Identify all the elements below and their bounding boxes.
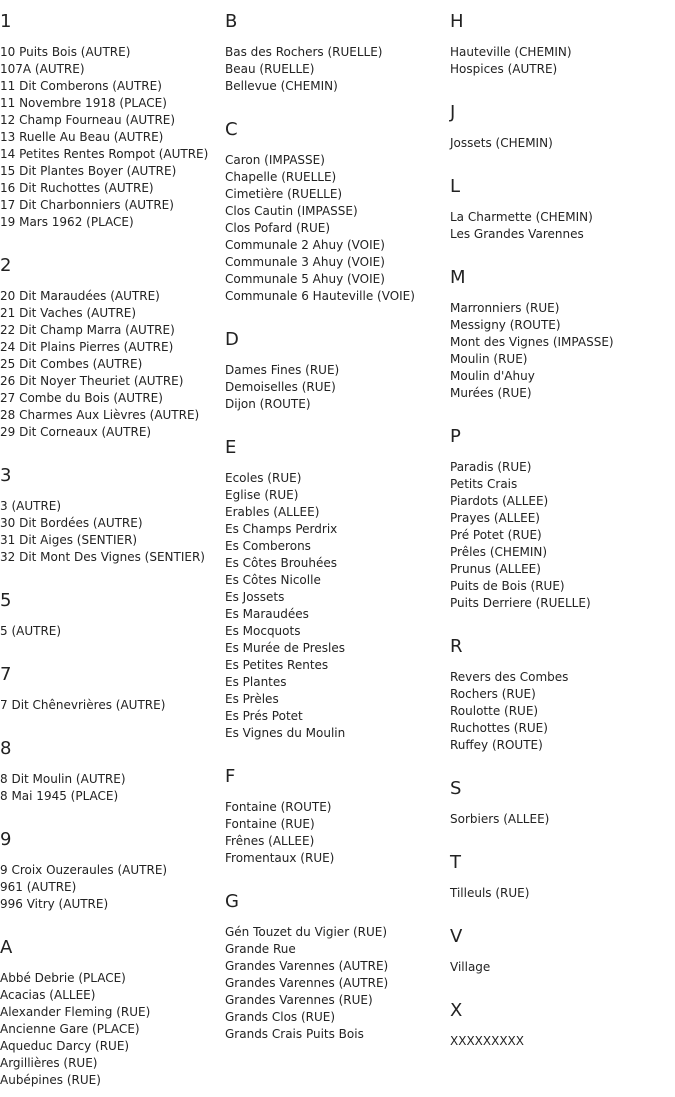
street-entry: Communale 3 Ahuy (VOIE)	[225, 255, 385, 269]
index-section	[225, 765, 450, 890]
index-section	[450, 777, 675, 851]
street-list	[450, 811, 675, 828]
street-entry: Gén Touzet du Vigier (RUE)	[225, 925, 388, 939]
street-list	[0, 697, 225, 714]
street-entry: 107A (AUTRE)	[0, 62, 85, 76]
street-entry: 15 Dit Plantes Boyer (AUTRE)	[0, 164, 177, 178]
street-entry: Es Plantes	[225, 675, 287, 689]
street-entry: 22 Dit Champ Marra (AUTRE)	[0, 323, 175, 337]
section-letter-heading: D	[225, 329, 239, 350]
street-list	[0, 970, 225, 1089]
street-entry: Hospices (AUTRE)	[450, 62, 558, 76]
section-letter-heading: 9	[0, 829, 12, 850]
street-entry: Rochers (RUE)	[450, 687, 536, 701]
street-entry: 11 Novembre 1918 (PLACE)	[0, 96, 167, 110]
street-list	[0, 288, 225, 441]
index-column-3	[450, 10, 675, 1050]
street-entry: Es Côtes Nicolle	[225, 573, 321, 587]
street-entry: 3 (AUTRE)	[0, 499, 62, 513]
street-entry: 24 Dit Plains Pierres (AUTRE)	[0, 340, 174, 354]
street-entry: Prayes (ALLEE)	[450, 511, 540, 525]
street-list	[0, 771, 225, 805]
street-entry: Eglise (RUE)	[225, 488, 299, 502]
street-entry: Erables (ALLEE)	[225, 505, 320, 519]
index-section	[225, 118, 450, 328]
street-list	[450, 669, 675, 754]
section-letter-heading: 2	[0, 255, 12, 276]
index-section	[450, 266, 675, 425]
street-entry: Revers des Combes	[450, 670, 569, 684]
street-entry: 11 Dit Comberons (AUTRE)	[0, 79, 162, 93]
street-entry: Frênes (ALLEE)	[225, 834, 315, 848]
street-entry: 14 Petites Rentes Rompot (AUTRE)	[0, 147, 209, 161]
street-entry: Caron (IMPASSE)	[225, 153, 325, 167]
street-entry: Es Petites Rentes	[225, 658, 329, 672]
street-entry: Fontaine (RUE)	[225, 817, 315, 831]
street-entry: Es Comberons	[225, 539, 311, 553]
section-letter-heading: J	[450, 102, 456, 123]
street-entry: Acacias (ALLEE)	[0, 988, 96, 1002]
street-entry: Clos Pofard (RUE)	[225, 221, 331, 235]
section-letter-heading: F	[225, 766, 236, 787]
street-entry: 21 Dit Vaches (AUTRE)	[0, 306, 137, 320]
street-entry: Fromentaux (RUE)	[225, 851, 335, 865]
street-entry: Alexander Fleming (RUE)	[0, 1005, 151, 1019]
section-letter-heading: A	[0, 937, 13, 958]
index-section	[225, 436, 450, 765]
street-entry: Communale 5 Ahuy (VOIE)	[225, 272, 385, 286]
street-entry: 16 Dit Ruchottes (AUTRE)	[0, 181, 154, 195]
street-entry: 8 Mai 1945 (PLACE)	[0, 789, 119, 803]
street-entry: 961 (AUTRE)	[0, 880, 77, 894]
street-entry: Hauteville (CHEMIN)	[450, 45, 572, 59]
index-column-2	[225, 10, 450, 1043]
street-entry: 25 Dit Combes (AUTRE)	[0, 357, 143, 371]
section-letter-heading: B	[225, 11, 238, 32]
street-entry: La Charmette (CHEMIN)	[450, 210, 593, 224]
street-entry: 5 (AUTRE)	[0, 624, 62, 638]
street-entry: 996 Vitry (AUTRE)	[0, 897, 109, 911]
street-entry: Argillières (RUE)	[0, 1056, 98, 1070]
street-entry: Beau (RUELLE)	[225, 62, 315, 76]
street-entry: Es Jossets	[225, 590, 285, 604]
index-section	[0, 828, 225, 936]
street-entry: Jossets (CHEMIN)	[450, 136, 553, 150]
street-entry: 30 Dit Bordées (AUTRE)	[0, 516, 143, 530]
street-entry: 10 Puits Bois (AUTRE)	[0, 45, 131, 59]
index-section	[225, 890, 450, 1043]
street-entry: Es Champs Perdrix	[225, 522, 338, 536]
street-entry: Moulin d'Ahuy	[450, 369, 535, 383]
street-entry: Grands Clos (RUE)	[225, 1010, 336, 1024]
street-list	[450, 885, 675, 902]
street-list	[450, 135, 675, 152]
index-column-1	[0, 10, 225, 1089]
street-entry: Bellevue (CHEMIN)	[225, 79, 338, 93]
street-entry: Es Maraudées	[225, 607, 309, 621]
street-entry: 31 Dit Aiges (SENTIER)	[0, 533, 138, 547]
section-letter-heading: S	[450, 778, 462, 799]
street-entry: Cimetière (RUELLE)	[225, 187, 343, 201]
street-list	[0, 498, 225, 566]
index-section	[450, 635, 675, 777]
street-entry: Communale 6 Hauteville (VOIE)	[225, 289, 415, 303]
index-section	[225, 10, 450, 118]
street-list	[450, 300, 675, 402]
street-entry: Roulotte (RUE)	[450, 704, 539, 718]
street-entry: Communale 2 Ahuy (VOIE)	[225, 238, 385, 252]
street-entry: Abbé Debrie (PLACE)	[0, 971, 126, 985]
street-list	[0, 862, 225, 913]
street-entry: 26 Dit Noyer Theuriet (AUTRE)	[0, 374, 184, 388]
street-list	[225, 362, 450, 413]
street-entry: Prunus (ALLEE)	[450, 562, 541, 576]
street-entry: XXXXXXXXX	[450, 1034, 524, 1048]
street-entry: 20 Dit Maraudées (AUTRE)	[0, 289, 160, 303]
street-list	[225, 470, 450, 742]
street-entry: Les Grandes Varennes	[450, 227, 584, 241]
street-entry: Aqueduc Darcy (RUE)	[0, 1039, 130, 1053]
index-section	[450, 851, 675, 925]
street-list	[0, 44, 225, 231]
street-entry: Dames Fines (RUE)	[225, 363, 340, 377]
street-entry: 8 Dit Moulin (AUTRE)	[0, 772, 126, 786]
street-entry: 17 Dit Charbonniers (AUTRE)	[0, 198, 174, 212]
street-list	[450, 209, 675, 243]
street-entry: Dijon (ROUTE)	[225, 397, 311, 411]
street-entry: 13 Ruelle Au Beau (AUTRE)	[0, 130, 164, 144]
street-entry: Puits Derriere (RUELLE)	[450, 596, 591, 610]
index-section	[450, 999, 675, 1050]
street-entry: Grandes Varennes (AUTRE)	[225, 976, 389, 990]
street-entry: 7 Dit Chênevrières (AUTRE)	[0, 698, 166, 712]
street-entry: Pré Potet (RUE)	[450, 528, 542, 542]
index-section	[450, 101, 675, 175]
street-entry: Ecoles (RUE)	[225, 471, 302, 485]
section-letter-heading: T	[450, 852, 461, 873]
index-section	[0, 254, 225, 464]
section-letter-heading: 8	[0, 738, 12, 759]
street-entry: Fontaine (ROUTE)	[225, 800, 332, 814]
street-entry: Clos Cautin (IMPASSE)	[225, 204, 358, 218]
street-list	[225, 152, 450, 305]
street-list	[225, 799, 450, 867]
street-entry: Petits Crais	[450, 477, 518, 491]
street-entry: Moulin (RUE)	[450, 352, 528, 366]
street-entry: Es Prés Potet	[225, 709, 303, 723]
section-letter-heading: G	[225, 891, 239, 912]
street-entry: Grands Crais Puits Bois	[225, 1027, 364, 1041]
street-entry: 9 Croix Ouzeraules (AUTRE)	[0, 863, 168, 877]
street-entry: Es Vignes du Moulin	[225, 726, 346, 740]
index-section	[450, 425, 675, 635]
index-section	[450, 10, 675, 101]
street-entry: 32 Dit Mont Des Vignes (SENTIER)	[0, 550, 205, 564]
section-letter-heading: C	[225, 119, 238, 140]
street-entry: 27 Combe du Bois (AUTRE)	[0, 391, 163, 405]
street-entry: 12 Champ Fourneau (AUTRE)	[0, 113, 176, 127]
street-entry: Grandes Varennes (RUE)	[225, 993, 373, 1007]
street-entry: Murées (RUE)	[450, 386, 532, 400]
street-entry: 29 Dit Corneaux (AUTRE)	[0, 425, 152, 439]
section-letter-heading: 5	[0, 590, 12, 611]
street-entry: Grande Rue	[225, 942, 296, 956]
index-section	[0, 663, 225, 737]
street-entry: Es Murée de Presles	[225, 641, 345, 655]
street-entry: Es Côtes Brouhées	[225, 556, 337, 570]
street-entry: Aubépines (RUE)	[0, 1073, 101, 1087]
section-letter-heading: P	[450, 426, 461, 447]
street-entry: Village	[450, 960, 491, 974]
street-entry: Marronniers (RUE)	[450, 301, 560, 315]
street-list	[0, 623, 225, 640]
section-letter-heading: 3	[0, 465, 12, 486]
index-section	[0, 737, 225, 828]
street-list	[225, 924, 450, 1043]
street-entry: Ruffey (ROUTE)	[450, 738, 543, 752]
index-section	[450, 925, 675, 999]
section-letter-heading: R	[450, 636, 463, 657]
street-entry: Ancienne Gare (PLACE)	[0, 1022, 140, 1036]
street-entry: Prêles (CHEMIN)	[450, 545, 548, 559]
section-letter-heading: M	[450, 267, 466, 288]
street-entry: Es Mocquots	[225, 624, 301, 638]
street-entry: 28 Charmes Aux Lièvres (AUTRE)	[0, 408, 200, 422]
street-entry: 19 Mars 1962 (PLACE)	[0, 215, 134, 229]
street-entry: Ruchottes (RUE)	[450, 721, 548, 735]
street-entry: Tilleuls (RUE)	[450, 886, 530, 900]
street-list	[450, 44, 675, 78]
section-letter-heading: 7	[0, 664, 12, 685]
street-entry: Demoiselles (RUE)	[225, 380, 336, 394]
street-entry: Messigny (ROUTE)	[450, 318, 561, 332]
section-letter-heading: H	[450, 11, 464, 32]
street-entry: Puits de Bois (RUE)	[450, 579, 565, 593]
index-section	[450, 175, 675, 266]
section-letter-heading: 1	[0, 11, 12, 32]
street-entry: Bas des Rochers (RUELLE)	[225, 45, 383, 59]
street-entry: Grandes Varennes (AUTRE)	[225, 959, 389, 973]
index-section	[0, 589, 225, 663]
street-entry: Es Prèles	[225, 692, 279, 706]
street-entry: Sorbiers (ALLEE)	[450, 812, 550, 826]
section-letter-heading: E	[225, 437, 237, 458]
index-section	[225, 328, 450, 436]
street-list	[450, 459, 675, 612]
index-section	[0, 10, 225, 254]
street-entry: Piardots (ALLEE)	[450, 494, 549, 508]
section-letter-heading: L	[450, 176, 461, 197]
section-letter-heading: V	[450, 926, 463, 947]
index-section	[0, 464, 225, 589]
street-entry: Chapelle (RUELLE)	[225, 170, 337, 184]
street-entry: Mont des Vignes (IMPASSE)	[450, 335, 614, 349]
street-list	[450, 959, 675, 976]
street-list	[450, 1033, 675, 1050]
street-list	[225, 44, 450, 95]
street-entry: Paradis (RUE)	[450, 460, 532, 474]
index-section	[0, 936, 225, 1089]
section-letter-heading: X	[450, 1000, 463, 1021]
